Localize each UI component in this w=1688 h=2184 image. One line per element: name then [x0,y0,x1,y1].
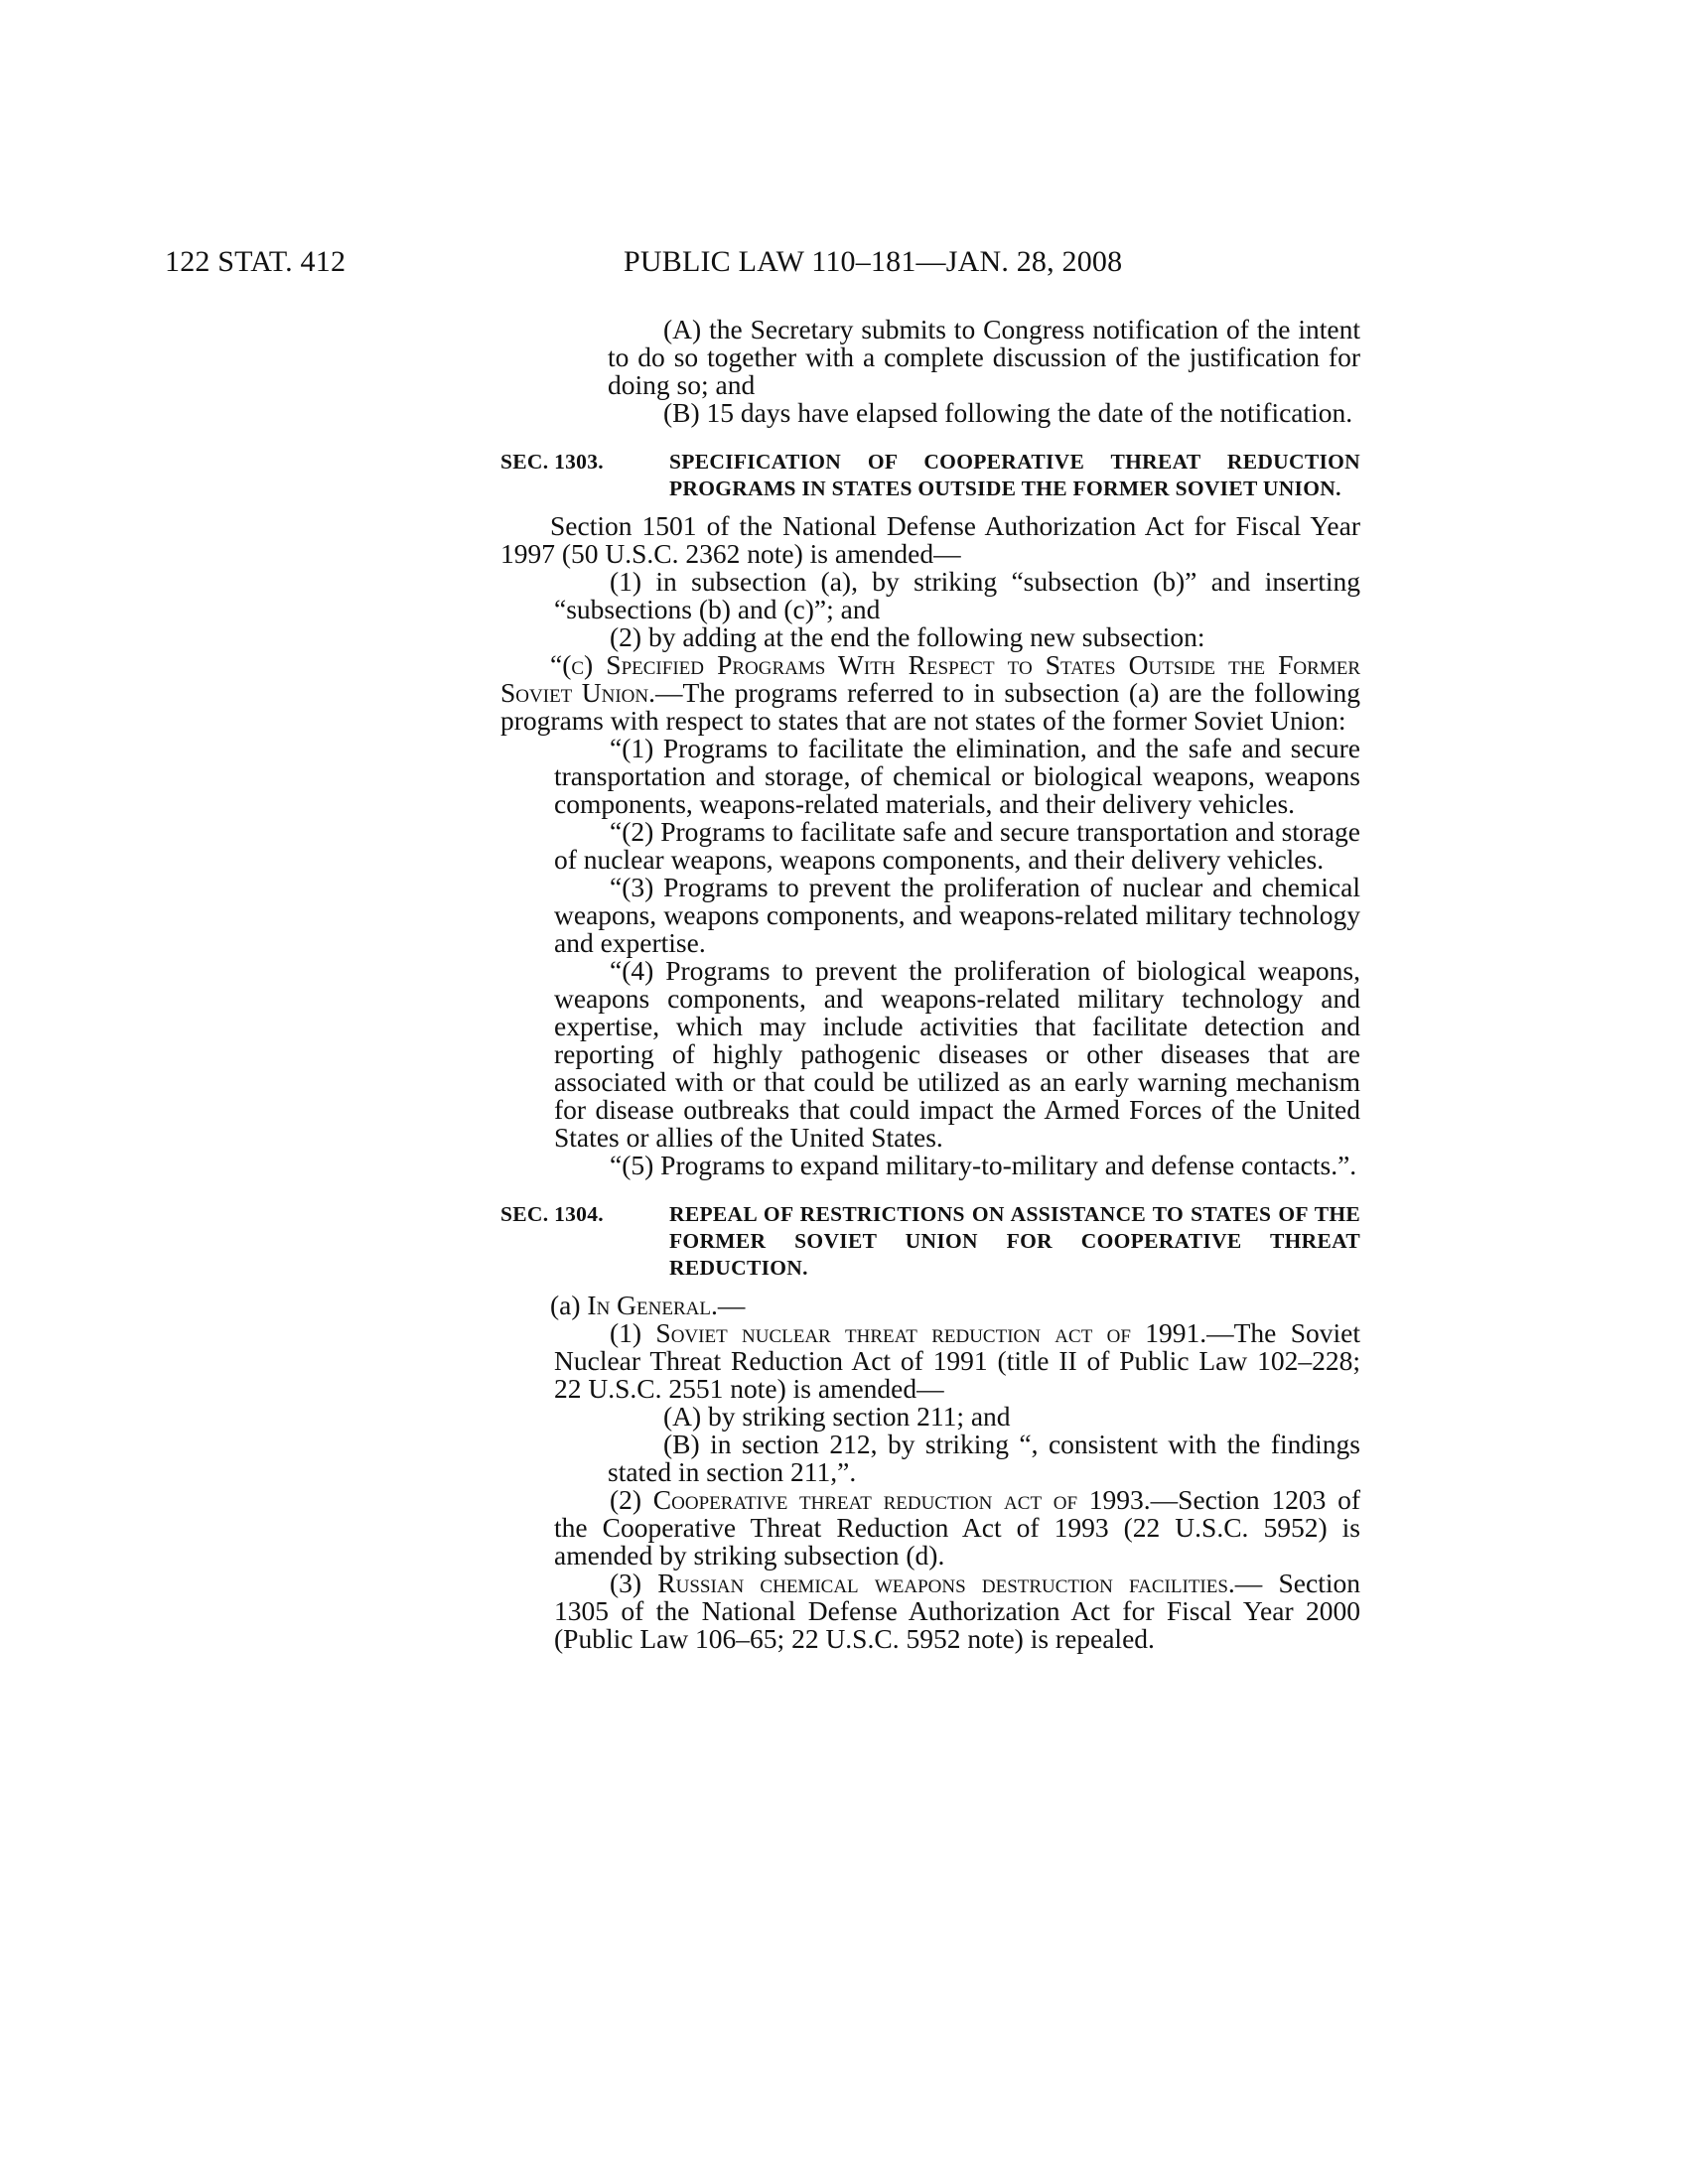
subsection-a-heading: In General.— [587,1290,746,1320]
paragraph-3-label: (3) [610,1568,658,1598]
section-1303-intro: Section 1501 of the National Defense Authorization Act for Fiscal Year 1997 (50 U.S.C. 2362 note) is amended— [500,510,1360,569]
subsection-c-heading: “(c) Specified Programs With Respect to States Outside the Former Soviet Union. [500,649,1360,708]
paragraph-3 [554,1570,1360,1653]
paragraph-1-label: (1) [610,1317,656,1348]
subsection-c-text: —The programs referred to in subsection (a) are the following programs with respect to states that are not states of the former Soviet Union: [500,677,1360,736]
statute-page-number: 122 STAT. 412 [165,245,347,278]
paragraph-1-subitem-b: (B) in section 212, by striking “, consistent with the findings stated in section 211,”. [608,1429,1360,1487]
paragraph-2 [554,1486,1360,1570]
section-title: REPEAL OF RESTRICTIONS ON ASSISTANCE TO STATES OF THE FORMER SOVIET UNION FOR COOPERATIVE THREAT REDUCTION. [669,1202,1360,1280]
paragraph-2-heading: Cooperative threat reduction act of 1993. [652,1484,1151,1515]
document-body [500,316,1360,1653]
section-title: SPECIFICATION OF COOPERATIVE THREAT REDUCTION PROGRAMS IN STATES OUTSIDE THE FORMER SOVIET UNION. [669,450,1360,500]
paragraph-1-heading: Soviet nuclear threat reduction act of 1991. [655,1317,1207,1348]
paragraph-1-text: —The Soviet Nuclear Threat Reduction Act of 1991 (title II of Public Law 102–228; 22 U.S.C. 2551 note) is amended— [554,1317,1360,1404]
amendment-item-1: (1) in subsection (a), by striking “subsection (b)” and inserting “subsections (b) and (c)”; and [554,566,1360,624]
amendment-item-2: (2) by adding at the end the following new subsection: [610,621,1205,652]
subsection-a-label: (a) [550,1290,588,1320]
section-1303-heading [500,449,1360,502]
subsection-a [500,1292,1360,1319]
subsection-c [500,651,1360,735]
paragraph-3-text: — Section 1305 of the National Defense Authorization Act for Fiscal Year 2000 (Public Law 106–65; 22 U.S.C. 5952 note) is repealed. [554,1568,1360,1654]
paragraph-3-heading: Russian chemical weapons destruction facilities. [657,1568,1235,1598]
paragraph-2-text: —Section 1203 of the Cooperative Threat Reduction Act of 1993 (22 U.S.C. 5952) is amended by striking subsection (d). [554,1484,1360,1570]
program-4: “(4) Programs to prevent the proliferation of biological weapons, weapons components, and weapons-related military technology and expertise, which may include activities that facilitate detection and reporting of highly pathogenic diseases or other diseases that are associated with or that could be utilized as an early warning mechanism for disease outbreaks that could impact the Armed Forces of the United States or allies of the United States. [554,955,1360,1153]
paragraph-1-subitem-a: (A) by striking section 211; and [663,1401,1011,1432]
section-number: SEC. 1303. [500,450,604,474]
section-1304-heading [500,1201,1360,1282]
paragraph-2-label: (2) [610,1484,653,1515]
program-5: “(5) Programs to expand military-to-military and defense contacts.”. [610,1150,1357,1180]
program-1: “(1) Programs to facilitate the elimination, and the safe and secure transportation and storage, of chemical or biological weapons, weapons components, weapons-related materials, and their delivery vehicles. [554,733,1360,819]
program-2: “(2) Programs to facilitate safe and secure transportation and storage of nuclear weapons, weapons components, and their delivery vehicles. [554,816,1360,875]
public-law-citation: PUBLIC LAW 110–181—JAN. 28, 2008 [624,245,1123,278]
continuation-item-a: (A) the Secretary submits to Congress notification of the intent to do so together with a complete discussion of the justification for doing so; and [608,314,1360,400]
paragraph-1 [554,1319,1360,1403]
continuation-item-b: (B) 15 days have elapsed following the date of the notification. [663,397,1353,428]
program-3: “(3) Programs to prevent the proliferation of nuclear and chemical weapons, weapons components, and weapons-related military technology and expertise. [554,872,1360,958]
section-number: SEC. 1304. [500,1202,604,1226]
